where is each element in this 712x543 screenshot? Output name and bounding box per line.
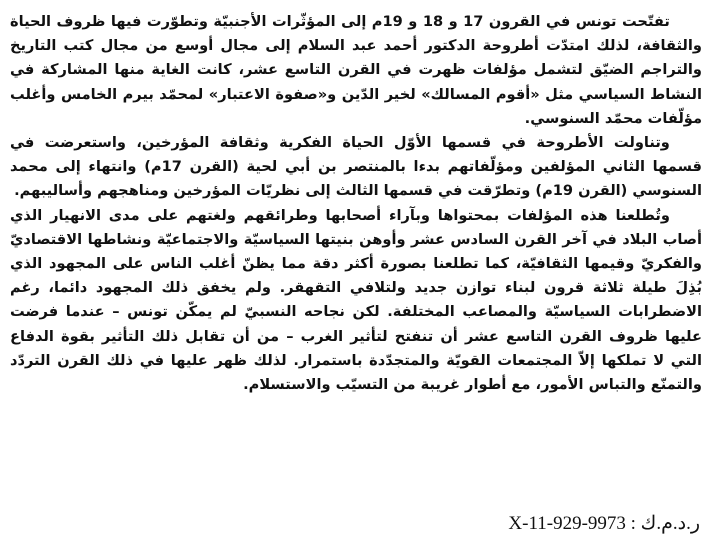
paragraph-structure: وتناولت الأطروحة في قسمها الأوّل الحياة الفكرية وثقافة المؤرخين، واستعرضت في قسمها الثاني المؤلفين ومؤلّفاتهم بدءا بالمنتصر بن أبي لحية (القرن 17م) وانتهاء إلى محمد السنوسي (القرن 19م) وتطرّقت في قسمها الثالث إلى نظريّات المؤرخين ومناهجهم وأساليبهم. — [10, 134, 702, 200]
paragraph-intro: تفتّحت تونس في القرون 17 و 18 و 19م إلى المؤثّرات الأجنبيّة وتطوّرت فيها ظروف الحياة والثقافة، لذلك امتدّت أطروحة الدكتور أحمد عبد السلام إلى مجال أوسع من مجال كتب التاريخ والتراجم الضيّق لتشمل مؤلفات ظهرت في القرن التاسع عشر، كانت الغاية منها المشاركة في النشاط السياسي مثل «أقوم المسالك» لخير الدّين و«صفوة الاعتبار» لمحمّد بيرم الخامس وأغلب مؤلّفات محمّد السنوسي. — [10, 13, 702, 127]
paragraph-findings: وتُطلعنا هذه المؤلفات بمحتواها وبآراء أصحابها وطرائقهم ولغتهم على مدى الانهيار الذي أصاب البلاد في آخر القرن السادس عشر وأوهن بنيتها السياسيّة والاجتماعيّة ونشاطها الاقتصاديّ والفكريّ وقيمها الثقافيّة، كما تطلعنا بصورة أكثر دقة مما يظنّ أغلب الناس على المجهود الذي بُذِلَ طيلة ثلاثة قرون لبناء توازن جديد ولتلافي التقهقر. ولم يخفق ذلك المجهود دائما، رغم الاضطرابات السياسيّة والمصاعب المختلفة. لكن نجاحه النسبيّ لم يمكّن تونس – عندما فرضت عليها ظروف القرن التاسع عشر أن تنفتح لتأثير الغرب – من أن تقابل ذلك التأثير بقوة الدفاع التي لا تملكها إلاّ المجتمعات القويّة والمتجدّدة باستمرار. لذلك ظهر عليها في ذلك القرن التردّد والتمنّع والتباس الأمور، مع أطوار غريبة من التسيّب والاستسلام. — [10, 206, 702, 394]
isbn-line: ر.د.م.ك : 9973-929-11-X — [508, 513, 700, 534]
